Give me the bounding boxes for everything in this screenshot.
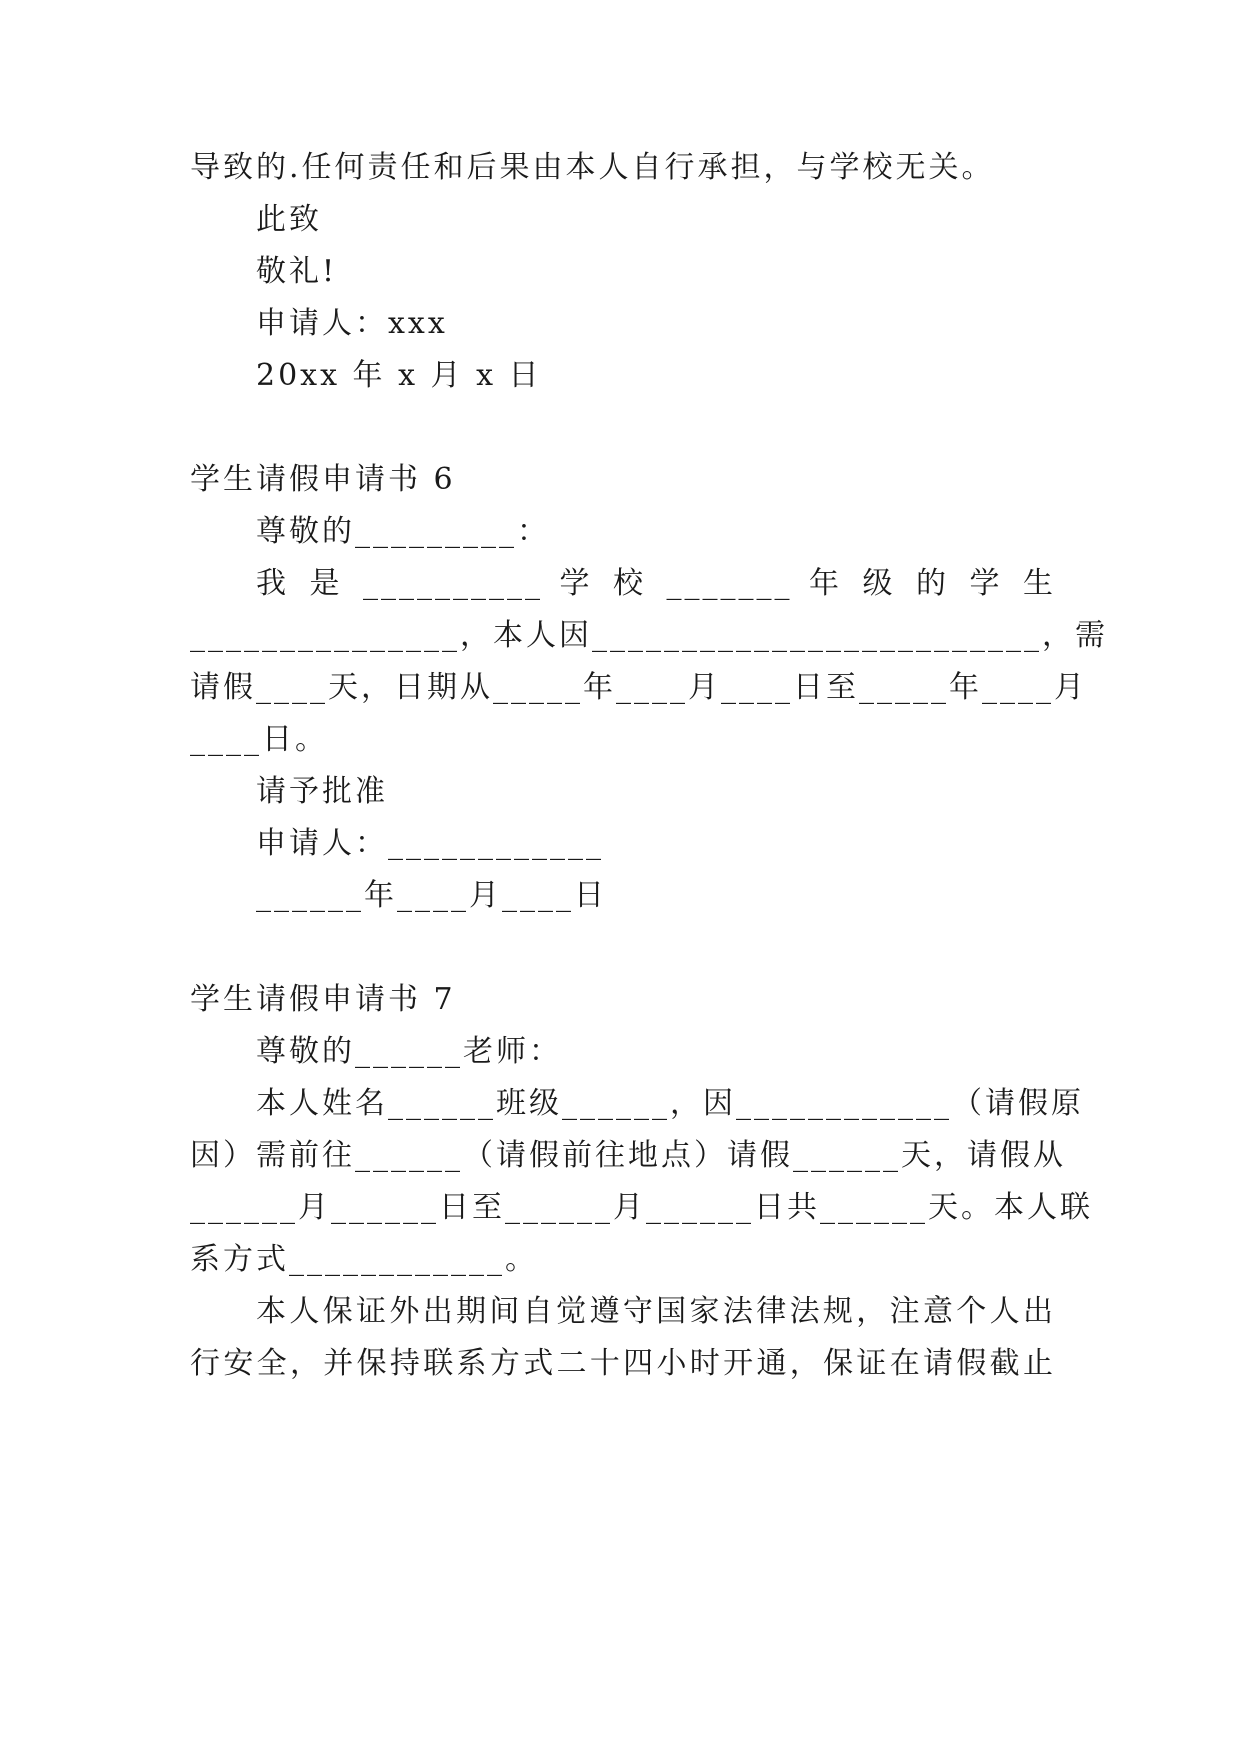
body-line-6-2: _______________，本人因_________________________，需 bbox=[190, 618, 1108, 653]
body-line-6-4: ____日。 bbox=[190, 722, 328, 757]
body-line-6-1: 我 是 __________ 学 校 _______ 年 级 的 学 生 bbox=[256, 566, 1056, 601]
body-line-7-3: ______月______日至______月______日共______天。本人联 bbox=[190, 1190, 1093, 1225]
closing-line: 导致的.任何责任和后果由本人自行承担，与学校无关。 bbox=[190, 150, 995, 185]
greeting-line-6: 尊敬的_________： bbox=[256, 514, 550, 549]
section-title-6: 学生请假申请书 6 bbox=[190, 462, 456, 497]
body-line-7-4: 系方式____________。 bbox=[190, 1242, 538, 1277]
salutation-line-2: 敬礼! bbox=[256, 254, 338, 289]
request-line-6: 请予批准 bbox=[256, 774, 388, 809]
section-title-7: 学生请假申请书 7 bbox=[190, 982, 456, 1017]
pledge-line-7-2: 行安全，并保持联系方式二十四小时开通，保证在请假截止 bbox=[190, 1346, 1056, 1381]
date-line-6: ______年____月____日 bbox=[256, 878, 607, 913]
applicant-line-6: 申请人：____________ bbox=[256, 826, 604, 861]
greeting-line-7: 尊敬的______老师： bbox=[256, 1034, 562, 1069]
body-line-7-2: 因）需前往______（请假前往地点）请假______天，请假从 bbox=[190, 1138, 1066, 1173]
body-line-6-3: 请假____天，日期从_____年____月____日至_____年____月 bbox=[190, 670, 1087, 705]
body-line-7-1: 本人姓名______班级______，因____________（请假原 bbox=[256, 1086, 1084, 1121]
pledge-line-7-1: 本人保证外出期间自觉遵守国家法律法规，注意个人出 bbox=[256, 1294, 1056, 1329]
applicant-signature: 申请人：xxx bbox=[256, 306, 448, 341]
salutation-line-1: 此致 bbox=[256, 202, 322, 237]
signature-date: 20xx 年 x 月 x 日 bbox=[256, 358, 542, 393]
